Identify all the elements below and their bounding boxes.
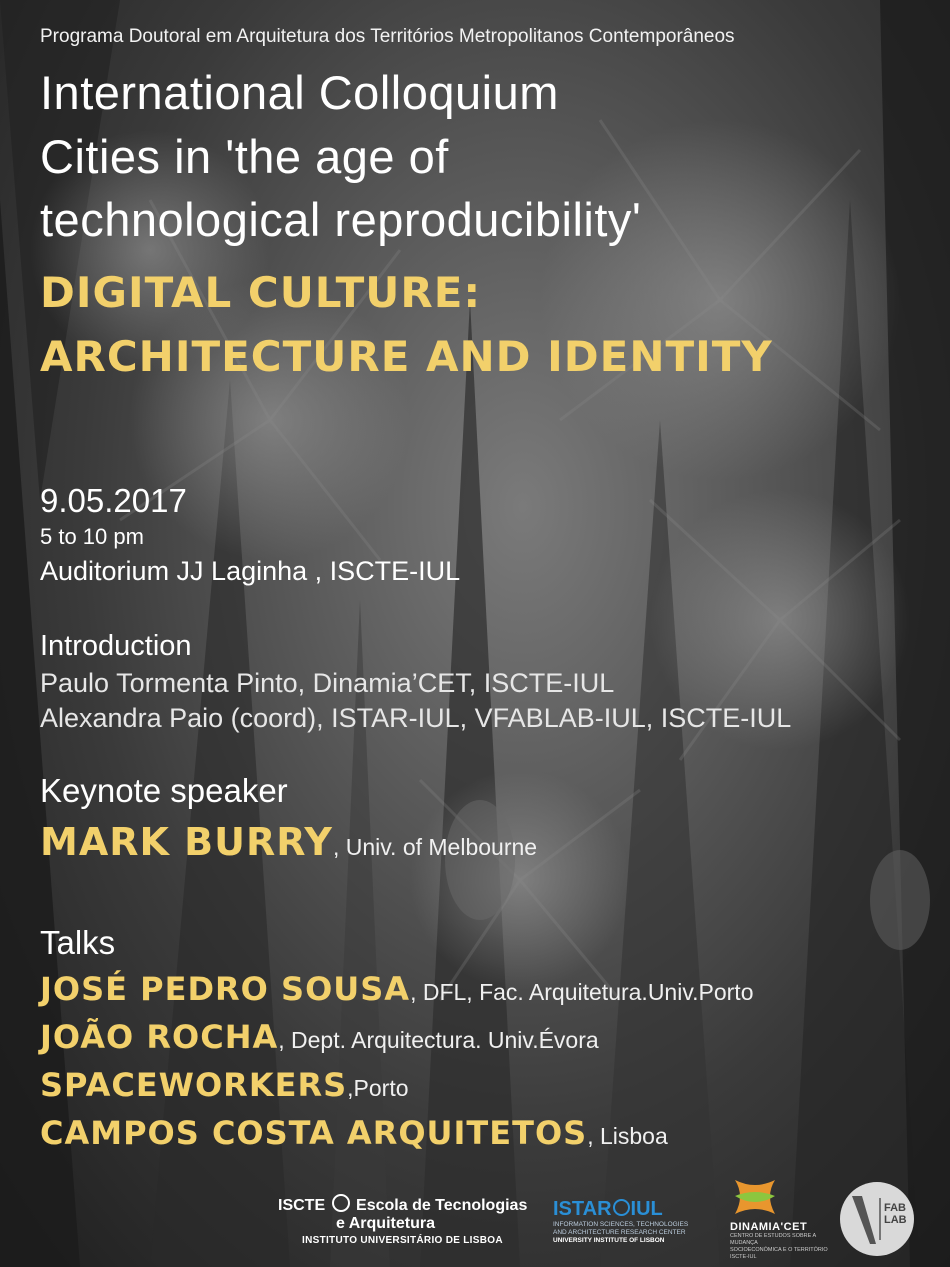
talk-item xyxy=(40,1018,599,1056)
talk-item xyxy=(40,970,754,1008)
iscte-line-3: INSTITUTO UNIVERSITÁRIO DE LISBOA xyxy=(302,1235,503,1246)
program-title: Programa Doutoral em Arquitetura dos Territórios Metropolitanos Contemporâneos xyxy=(40,26,735,47)
dinamia-line-2: SOCIOECONÓMICA E O TERRITÓRIO xyxy=(730,1247,828,1253)
talk-speaker-name: JOSÉ PEDRO SOUSA xyxy=(40,970,411,1008)
talk-affiliation: , Dept. Arquitectura. Univ.Évora xyxy=(278,1027,599,1053)
iscte-prefix: ISCTE xyxy=(278,1197,326,1214)
iscte-emblem-icon xyxy=(332,1194,350,1212)
istar-suffix: IUL xyxy=(630,1198,663,1220)
subtitle-line-2: ARCHITECTURE AND IDENTITY xyxy=(40,332,773,381)
talk-affiliation: ,Porto xyxy=(347,1075,409,1101)
fablab-line-2: LAB xyxy=(884,1214,907,1226)
fablab-line-1: FAB xyxy=(884,1202,906,1214)
keynote-heading: Keynote speaker xyxy=(40,772,288,809)
iscte-logo xyxy=(278,1194,528,1246)
istar-name: ISTAR xyxy=(553,1198,612,1220)
iscte-line-2: e Arquitetura xyxy=(336,1215,435,1232)
introduction-line-2: Alexandra Paio (coord), ISTAR-IUL, VFABLAB-IUL, ISCTE-IUL xyxy=(40,703,792,733)
talk-item xyxy=(40,1066,409,1104)
event-time: 5 to 10 pm xyxy=(40,524,144,549)
dinamia-name: DINAMIA'CET xyxy=(730,1221,808,1233)
talk-speaker-name: SPACEWORKERS xyxy=(40,1066,348,1104)
title-line-1: International Colloquium xyxy=(40,66,559,119)
talk-speaker-name: JOÃO ROCHA xyxy=(40,1018,279,1056)
fablab-logo xyxy=(840,1182,914,1256)
dinamia-line-1: CENTRO DE ESTUDOS SOBRE A MUDANÇA xyxy=(730,1233,816,1246)
keynote-name: MARK BURRY xyxy=(40,820,333,864)
istar-sun-icon xyxy=(613,1199,630,1216)
istar-line-1: INFORMATION SCIENCES, TECHNOLOGIES xyxy=(553,1221,689,1228)
talks-heading: Talks xyxy=(40,924,116,961)
talk-speaker-name: CAMPOS COSTA ARQUITETOS xyxy=(40,1114,588,1152)
keynote-speaker xyxy=(40,820,537,864)
dinamia-line-3: ISCTE-IUL xyxy=(730,1254,757,1260)
talk-affiliation: , DFL, Fac. Arquitetura.Univ.Porto xyxy=(410,979,754,1005)
talk-item xyxy=(40,1114,668,1152)
keynote-affiliation: , Univ. of Melbourne xyxy=(332,834,538,860)
title-line-3: technological reproducibility' xyxy=(40,193,642,246)
dinamia-cet-logo xyxy=(730,1178,840,1261)
subtitle-line-1: DIGITAL CULTURE: xyxy=(40,268,482,317)
title-line-2: Cities in 'the age of xyxy=(40,130,449,183)
talk-affiliation: , Lisboa xyxy=(587,1123,668,1149)
istar-line-2: AND ARCHITECTURE RESEARCH CENTER xyxy=(553,1229,686,1236)
event-venue: Auditorium JJ Laginha , ISCTE-IUL xyxy=(40,556,461,586)
istar-logo xyxy=(553,1198,703,1245)
iscte-line-1: Escola de Tecnologias xyxy=(356,1197,528,1214)
sponsor-logos xyxy=(0,1190,950,1267)
dinamia-emblem-icon xyxy=(730,1178,780,1216)
istar-line-3: UNIVERSITY INSTITUTE OF LISBON xyxy=(553,1237,665,1244)
introduction-line-1: Paulo Tormenta Pinto, Dinamia’CET, ISCTE-IUL xyxy=(40,668,615,698)
event-date: 9.05.2017 xyxy=(40,482,187,519)
introduction-heading: Introduction xyxy=(40,630,192,662)
